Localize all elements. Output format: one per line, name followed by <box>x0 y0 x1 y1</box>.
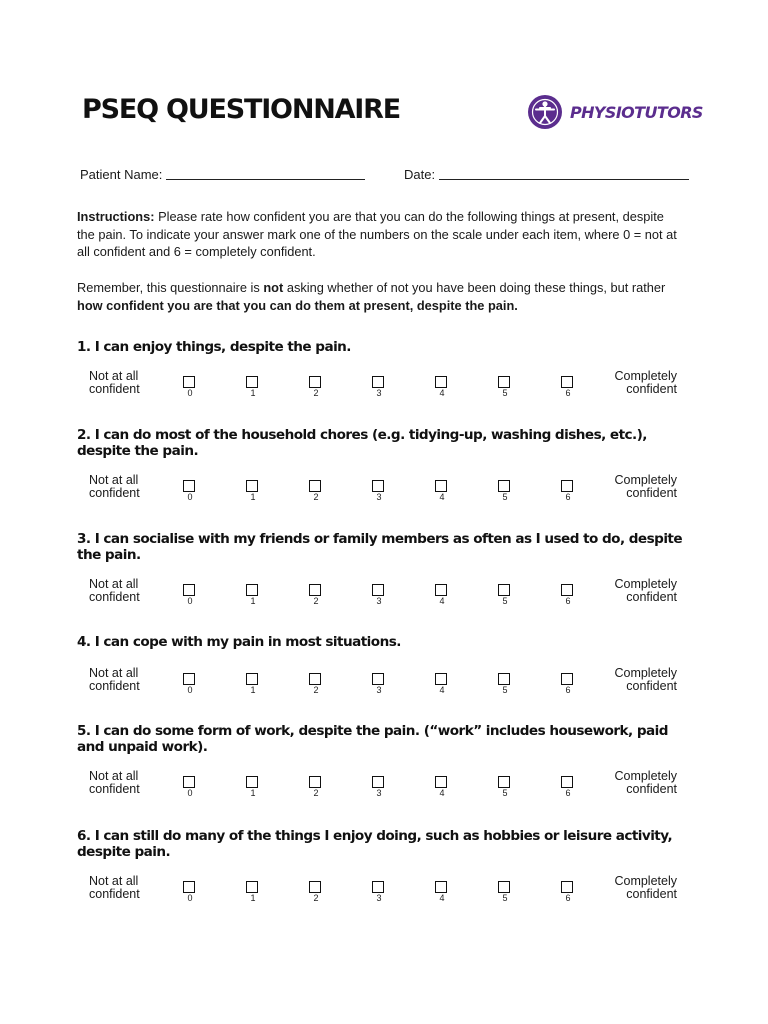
rating-number-3: 3 <box>376 685 382 695</box>
rating-checkbox-4[interactable] <box>435 776 447 788</box>
vitruvian-logo-icon <box>528 95 562 129</box>
rating-checkbox-4[interactable] <box>435 376 447 388</box>
rating-checkbox-0[interactable] <box>183 776 195 788</box>
rating-checkbox-5[interactable] <box>498 881 510 893</box>
rating-number-0: 0 <box>187 893 193 903</box>
rating-checkbox-4[interactable] <box>435 584 447 596</box>
rating-checkbox-2[interactable] <box>309 673 321 685</box>
rating-number-5: 5 <box>502 388 508 398</box>
rating-checkbox-5[interactable] <box>498 673 510 685</box>
question-4-text: 4. I can cope with my pain in most situations. <box>77 634 401 650</box>
question-3-scale <box>0 578 768 618</box>
rating-number-6: 6 <box>565 893 571 903</box>
rating-checkbox-3[interactable] <box>372 673 384 685</box>
rating-checkbox-5[interactable] <box>498 584 510 596</box>
rating-checkbox-2[interactable] <box>309 376 321 388</box>
rating-number-2: 2 <box>313 388 319 398</box>
scale-right-label <box>614 578 677 603</box>
patient-name-field[interactable] <box>166 179 365 180</box>
scale-right-line-2: confident <box>626 678 677 693</box>
rating-checkbox-4[interactable] <box>435 673 447 685</box>
rating-number-6: 6 <box>565 596 571 606</box>
reminder-bold-1: not <box>263 280 284 295</box>
date-field[interactable] <box>439 179 689 180</box>
rating-number-6: 6 <box>565 685 571 695</box>
rating-checkbox-6[interactable] <box>561 584 573 596</box>
question-1-scale <box>0 370 768 410</box>
rating-number-1: 1 <box>250 788 256 798</box>
rating-checkbox-1[interactable] <box>246 584 258 596</box>
rating-checkbox-6[interactable] <box>561 673 573 685</box>
rating-number-0: 0 <box>187 492 193 502</box>
question-4-scale <box>0 667 768 707</box>
rating-checkbox-1[interactable] <box>246 480 258 492</box>
rating-checkbox-1[interactable] <box>246 881 258 893</box>
scale-right-label <box>614 370 677 395</box>
rating-number-4: 4 <box>439 492 445 502</box>
rating-number-3: 3 <box>376 596 382 606</box>
rating-number-5: 5 <box>502 893 508 903</box>
scale-left-label <box>89 578 140 603</box>
rating-checkbox-0[interactable] <box>183 881 195 893</box>
scale-left-line-2: confident <box>89 781 140 796</box>
scale-right-line-1: Completely <box>614 769 677 783</box>
scale-right-line-2: confident <box>626 589 677 604</box>
scale-left-line-2: confident <box>89 381 140 396</box>
rating-number-4: 4 <box>439 893 445 903</box>
scale-left-line-1: Not at all <box>89 666 139 680</box>
scale-left-line-1: Not at all <box>89 769 139 783</box>
rating-number-5: 5 <box>502 596 508 606</box>
scale-left-line-2: confident <box>89 886 140 901</box>
rating-checkbox-3[interactable] <box>372 584 384 596</box>
instructions <box>77 208 677 261</box>
scale-right-line-1: Completely <box>614 874 677 888</box>
instructions-label: Instructions: <box>77 209 155 224</box>
scale-right-label <box>614 875 677 900</box>
question-2-text: 2. I can do most of the household chores (e.g. tidying-up, washing dishes, etc.), despite the pain. <box>77 427 647 459</box>
rating-checkbox-2[interactable] <box>309 881 321 893</box>
scale-left-line-1: Not at all <box>89 369 139 383</box>
rating-checkbox-6[interactable] <box>561 480 573 492</box>
rating-number-4: 4 <box>439 788 445 798</box>
rating-checkbox-2[interactable] <box>309 584 321 596</box>
rating-number-0: 0 <box>187 685 193 695</box>
scale-right-label <box>614 770 677 795</box>
reminder-text-1: Remember, this questionnaire is <box>77 280 264 295</box>
rating-checkbox-3[interactable] <box>372 480 384 492</box>
rating-number-5: 5 <box>502 788 508 798</box>
rating-checkbox-1[interactable] <box>246 776 258 788</box>
rating-checkbox-5[interactable] <box>498 776 510 788</box>
scale-left-line-1: Not at all <box>89 577 139 591</box>
rating-number-3: 3 <box>376 388 382 398</box>
rating-number-0: 0 <box>187 388 193 398</box>
scale-right-label <box>614 667 677 692</box>
rating-checkbox-1[interactable] <box>246 376 258 388</box>
reminder-text-2: asking whether of not you have been doing these things, but rather <box>283 280 666 295</box>
rating-number-0: 0 <box>187 596 193 606</box>
scale-left-label <box>89 667 140 692</box>
rating-checkbox-6[interactable] <box>561 881 573 893</box>
scale-right-line-2: confident <box>626 781 677 796</box>
rating-number-3: 3 <box>376 893 382 903</box>
rating-checkbox-0[interactable] <box>183 584 195 596</box>
rating-number-1: 1 <box>250 685 256 695</box>
rating-number-0: 0 <box>187 788 193 798</box>
instructions-text: Please rate how confident you are that you can do the following things at present, despite the pain. To indicate your answer mark one of the numbers on the scale under each item, where 0 = not at all confident and 6 = completely confident. <box>77 209 677 259</box>
rating-number-6: 6 <box>565 388 571 398</box>
question-6-text: 6. I can still do many of the things I enjoy doing, such as hobbies or leisure activity, despite pain. <box>77 828 673 860</box>
scale-left-line-2: confident <box>89 589 140 604</box>
rating-checkbox-2[interactable] <box>309 480 321 492</box>
scale-right-line-2: confident <box>626 886 677 901</box>
rating-checkbox-5[interactable] <box>498 480 510 492</box>
question-2-scale <box>0 474 768 514</box>
rating-number-2: 2 <box>313 893 319 903</box>
scale-right-line-2: confident <box>626 485 677 500</box>
scale-left-label <box>89 770 140 795</box>
rating-checkbox-6[interactable] <box>561 776 573 788</box>
logo-text: PHYSIOTUTORS <box>570 102 703 122</box>
rating-checkbox-3[interactable] <box>372 881 384 893</box>
rating-number-3: 3 <box>376 788 382 798</box>
question-5-scale <box>0 770 768 810</box>
scale-right-line-1: Completely <box>614 577 677 591</box>
reminder <box>77 279 677 314</box>
rating-number-2: 2 <box>313 788 319 798</box>
rating-number-4: 4 <box>439 685 445 695</box>
rating-checkbox-0[interactable] <box>183 480 195 492</box>
rating-number-6: 6 <box>565 492 571 502</box>
rating-number-4: 4 <box>439 596 445 606</box>
scale-right-line-2: confident <box>626 381 677 396</box>
question-3-text: 3. I can socialise with my friends or family members as often as I used to do, despite the pain. <box>77 531 683 563</box>
rating-checkbox-3[interactable] <box>372 776 384 788</box>
rating-number-1: 1 <box>250 388 256 398</box>
rating-number-2: 2 <box>313 685 319 695</box>
rating-checkbox-4[interactable] <box>435 881 447 893</box>
scale-left-label <box>89 875 140 900</box>
rating-number-4: 4 <box>439 388 445 398</box>
scale-left-label <box>89 370 140 395</box>
page-title: PSEQ QUESTIONNAIRE <box>82 94 400 125</box>
rating-checkbox-0[interactable] <box>183 673 195 685</box>
scale-left-line-1: Not at all <box>89 473 139 487</box>
scale-left-line-2: confident <box>89 485 140 500</box>
question-1-text: 1. I can enjoy things, despite the pain. <box>77 339 351 355</box>
rating-checkbox-0[interactable] <box>183 376 195 388</box>
date-label: Date: <box>404 167 436 182</box>
question-6-scale <box>0 875 768 915</box>
rating-checkbox-5[interactable] <box>498 376 510 388</box>
scale-left-line-2: confident <box>89 678 140 693</box>
rating-number-1: 1 <box>250 492 256 502</box>
rating-number-2: 2 <box>313 492 319 502</box>
rating-number-5: 5 <box>502 492 508 502</box>
rating-number-1: 1 <box>250 893 256 903</box>
rating-checkbox-4[interactable] <box>435 480 447 492</box>
rating-number-3: 3 <box>376 492 382 502</box>
rating-checkbox-6[interactable] <box>561 376 573 388</box>
rating-number-1: 1 <box>250 596 256 606</box>
patient-name-label: Patient Name: <box>80 167 163 182</box>
rating-number-6: 6 <box>565 788 571 798</box>
rating-number-2: 2 <box>313 596 319 606</box>
scale-left-line-1: Not at all <box>89 874 139 888</box>
scale-right-line-1: Completely <box>614 369 677 383</box>
rating-checkbox-1[interactable] <box>246 673 258 685</box>
reminder-bold-2: how confident you are that you can do them at present, despite the pain. <box>77 297 518 313</box>
scale-right-line-1: Completely <box>614 473 677 487</box>
scale-right-label <box>614 474 677 499</box>
scale-left-label <box>89 474 140 499</box>
question-5-text: 5. I can do some form of work, despite the pain. (“work” includes housework, paid and unpaid work). <box>77 723 668 755</box>
rating-number-5: 5 <box>502 685 508 695</box>
scale-right-line-1: Completely <box>614 666 677 680</box>
rating-checkbox-3[interactable] <box>372 376 384 388</box>
physiotutors-logo <box>528 95 703 129</box>
rating-checkbox-2[interactable] <box>309 776 321 788</box>
